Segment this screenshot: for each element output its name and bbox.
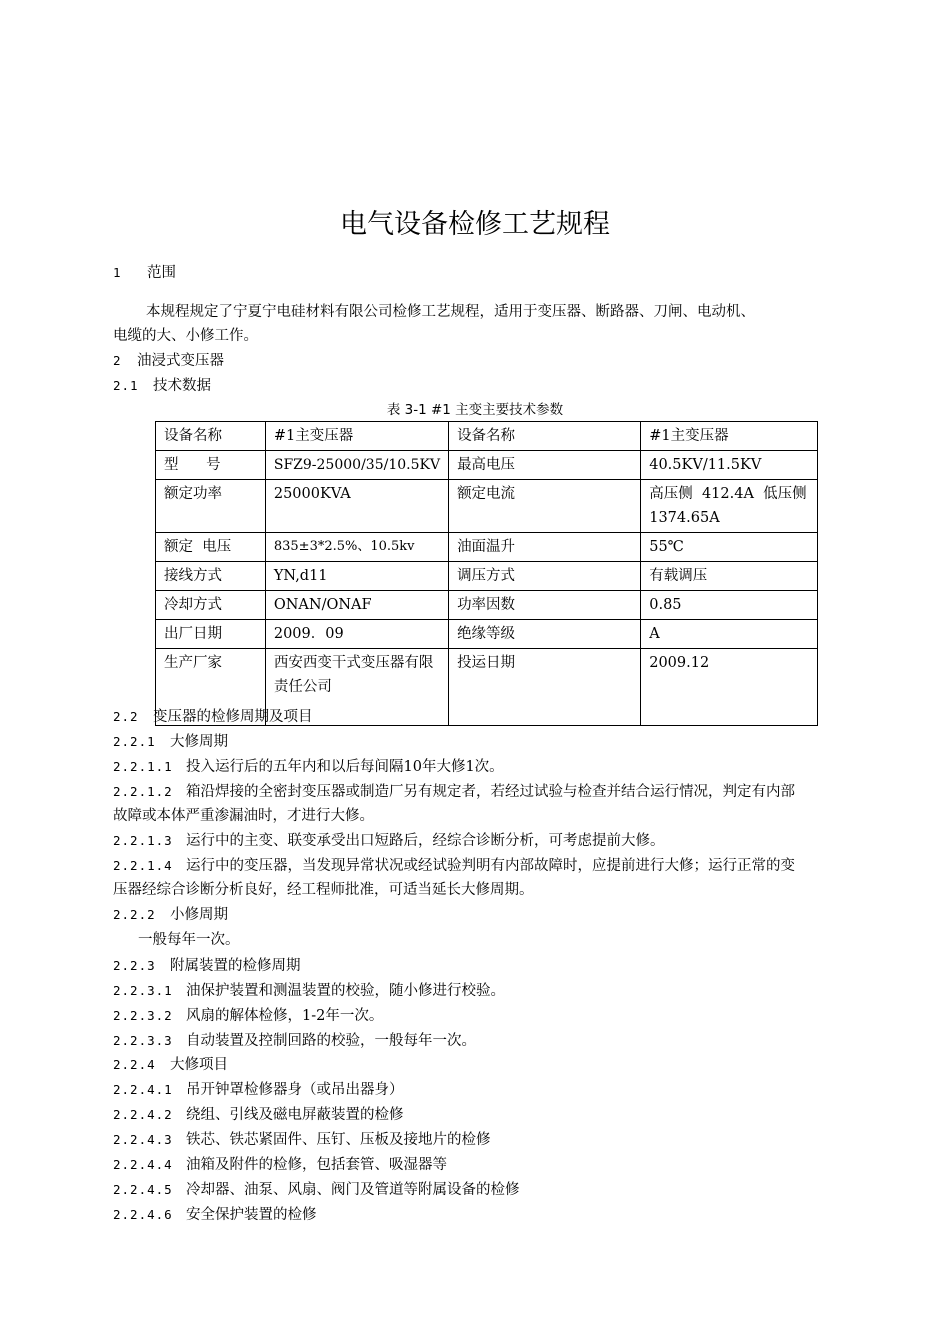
section-number: 2.2.4.6	[113, 1207, 173, 1222]
table-cell: 功率因数	[449, 591, 641, 620]
section-title: 范围	[147, 265, 176, 281]
section-number: 2	[113, 353, 122, 368]
spec-table	[155, 421, 818, 726]
paragraph-line	[113, 782, 858, 802]
table-cell: 接线方式	[156, 562, 266, 591]
table-cell: 设备名称	[156, 422, 266, 451]
table-cell: YN,d11	[265, 562, 448, 591]
section-number: 2.2.3.1	[113, 983, 173, 998]
paragraph-text: 吊开钟罩检修器身（或吊出器身）	[186, 1082, 404, 1098]
paragraph-line	[113, 880, 858, 900]
paragraph-text: 油箱及附件的检修，包括套管、吸湿器等	[186, 1157, 447, 1173]
paragraph-line	[113, 757, 858, 777]
paragraph-line: 电缆的大、小修工作。	[113, 328, 258, 344]
section-title: 大修项目	[170, 1057, 228, 1073]
table-cell: 额定功率	[156, 480, 266, 533]
section-number: 2.1	[113, 378, 139, 393]
table-cell: SFZ9-25000/35/10.5KV	[265, 451, 448, 480]
section-number: 2.2.1.1	[113, 759, 173, 774]
table-cell: 生产厂家	[156, 649, 266, 726]
section-number: 2.2.2	[113, 907, 156, 922]
paragraph-line	[113, 1006, 858, 1026]
paragraph-text: 压器经综合诊断分析良好，经工程师批准，可适当延长大修周期。	[113, 882, 534, 898]
section-number: 2.2.4.3	[113, 1132, 173, 1147]
table-cell: 绝缘等级	[449, 620, 641, 649]
table-cell: 最高电压	[449, 451, 641, 480]
document-title: 电气设备检修工艺规程	[340, 209, 610, 240]
section-number: 2.2.3	[113, 958, 156, 973]
table-cell: 冷却方式	[156, 591, 266, 620]
table-cell: #1主变压器	[265, 422, 448, 451]
section-number: 2.2.1.3	[113, 833, 173, 848]
section-title: 油浸式变压器	[137, 353, 224, 369]
table-cell: 有载调压	[641, 562, 818, 591]
section-number: 2.2.4.2	[113, 1107, 173, 1122]
paragraph-line	[113, 806, 858, 826]
paragraph-line	[113, 1155, 858, 1175]
section-number: 2.2.3.3	[113, 1033, 173, 1048]
section-number: 1	[113, 265, 122, 280]
table-cell: 55℃	[641, 533, 818, 562]
paragraph-line	[113, 856, 858, 876]
table-cell: #1主变压器	[641, 422, 818, 451]
paragraph-line	[113, 1130, 858, 1150]
table-cell: 2009．09	[265, 620, 448, 649]
table-cell: 调压方式	[449, 562, 641, 591]
section-number: 2.2.4	[113, 1057, 156, 1072]
paragraph-text: 箱沿焊接的全密封变压器或制造厂另有规定者，若经过试验与检查并结合运行情况，判定有内部	[186, 784, 795, 800]
paragraph-text: 一般每年一次。	[138, 932, 240, 948]
section-number: 2.2.1.4	[113, 858, 173, 873]
paragraph-line	[113, 1080, 858, 1100]
section-1-heading	[113, 263, 858, 283]
section-heading	[113, 905, 858, 925]
paragraph-text: 油保护装置和测温装置的校验，随小修进行校验。	[186, 983, 505, 999]
section-heading	[113, 707, 858, 727]
section-2-1-heading	[113, 376, 858, 396]
paragraph-line	[138, 930, 883, 950]
paragraph-text: 安全保护装置的检修	[186, 1207, 317, 1223]
table-cell: 型 号	[156, 451, 266, 480]
table-cell: 25000KVA	[265, 480, 448, 533]
table-cell: 额定 电压	[156, 533, 266, 562]
table-cell: 835±3*2.5%、10.5kv	[265, 533, 448, 562]
table-row	[156, 451, 818, 480]
paragraph-text: 投入运行后的五年内和以后每间隔10年大修1次。	[186, 759, 504, 775]
paragraph-line	[113, 981, 858, 1001]
paragraph-line	[113, 1180, 858, 1200]
table-cell: 高压侧 412.4A 低压侧 1374.65A	[641, 480, 818, 533]
table-row	[156, 422, 818, 451]
paragraph-text: 风扇的解体检修，1-2年一次。	[186, 1008, 384, 1024]
paragraph-text: 故障或本体严重渗漏油时，才进行大修。	[113, 808, 374, 824]
table-row	[156, 562, 818, 591]
paragraph-text: 运行中的变压器，当发现异常状况或经试验判明有内部故障时，应提前进行大修；运行正常的变	[186, 858, 795, 874]
section-number: 2.2.1.2	[113, 784, 173, 799]
paragraph-line	[113, 1031, 858, 1051]
section-title: 小修周期	[170, 907, 228, 923]
table-cell: 2009.12	[641, 649, 818, 726]
section-number: 2.2.4.5	[113, 1182, 173, 1197]
table-cell: 40.5KV/11.5KV	[641, 451, 818, 480]
paragraph-text: 运行中的主变、联变承受出口短路后，经综合诊断分析，可考虑提前大修。	[186, 833, 665, 849]
section-title: 技术数据	[153, 378, 211, 394]
table-cell: 出厂日期	[156, 620, 266, 649]
paragraph-text: 绕组、引线及磁电屏蔽装置的检修	[186, 1107, 404, 1123]
paragraph-line	[113, 1205, 858, 1225]
section-heading	[113, 1055, 858, 1075]
table-row	[156, 591, 818, 620]
table-row	[156, 480, 818, 533]
table-row	[156, 533, 818, 562]
paragraph-line	[113, 831, 858, 851]
table-cell: 西安西变干式变压器有限责任公司	[265, 649, 448, 726]
table-caption: 表 3-1 #1 主变主要技术参数	[386, 402, 564, 418]
paragraph-line: 本规程规定了宁夏宁电硅材料有限公司检修工艺规程，适用于变压器、断路器、刀闸、电动机、	[146, 304, 755, 320]
section-title: 变压器的检修周期及项目	[153, 709, 313, 725]
table-cell: 设备名称	[449, 422, 641, 451]
table-cell: 投运日期	[449, 649, 641, 726]
section-number: 2.2.4.4	[113, 1157, 173, 1172]
section-number: 2.2	[113, 709, 139, 724]
paragraph-text: 冷却器、油泵、风扇、阀门及管道等附属设备的检修	[186, 1182, 520, 1198]
table-cell: 0.85	[641, 591, 818, 620]
section-heading	[113, 956, 858, 976]
paragraph-text: 铁芯、铁芯紧固件、压钉、压板及接地片的检修	[186, 1132, 491, 1148]
table-cell: 油面温升	[449, 533, 641, 562]
table-cell: A	[641, 620, 818, 649]
section-number: 2.2.1	[113, 734, 156, 749]
table-cell: ONAN/ONAF	[265, 591, 448, 620]
section-title: 大修周期	[170, 734, 228, 750]
section-number: 2.2.4.1	[113, 1082, 173, 1097]
section-heading	[113, 732, 858, 752]
paragraph-line	[113, 1105, 858, 1125]
section-number: 2.2.3.2	[113, 1008, 173, 1023]
table-cell: 额定电流	[449, 480, 641, 533]
table-row	[156, 620, 818, 649]
paragraph-text: 自动装置及控制回路的校验，一般每年一次。	[186, 1033, 476, 1049]
section-2-heading	[113, 351, 858, 371]
section-title: 附属装置的检修周期	[170, 958, 301, 974]
